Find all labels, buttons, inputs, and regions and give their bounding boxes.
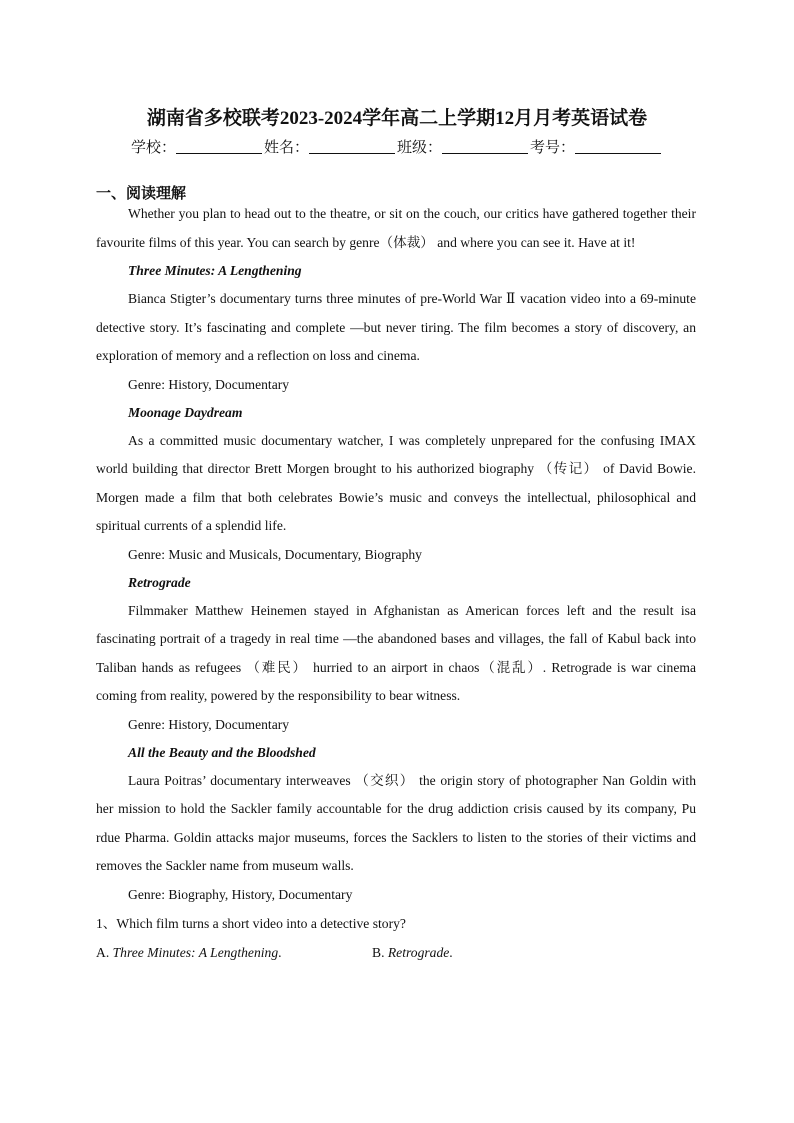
- name-label: 姓名：: [263, 140, 309, 156]
- number-blank[interactable]: [575, 139, 661, 154]
- film-description: Laura Poitras’ documentary interweaves （交织） the origin story of photographer Nan Goldin with her mission to hold the Sackler family accountable for the drug addiction crisis caused by its company, Pu rdue Pharma. Goldin attacks major museums, forces the Sacklers to listen to the stories of their victims and removes the Sackler name from museum walls.: [96, 772, 696, 873]
- film-title: Moonage Daydream: [128, 404, 243, 420]
- option-b-text: Retrograde: [387, 944, 450, 960]
- class-label: 班级：: [397, 140, 443, 156]
- film-genre: Genre: History, Documentary: [128, 376, 290, 392]
- option-b[interactable]: B. Retrograde.: [372, 944, 453, 960]
- option-b-letter: B.: [372, 944, 385, 960]
- class-blank[interactable]: [442, 139, 528, 154]
- student-info-line: [0, 136, 794, 157]
- film-title: Retrograde: [128, 574, 191, 590]
- name-blank[interactable]: [309, 139, 395, 154]
- reading-passage: [96, 200, 696, 968]
- option-a-text: Three Minutes: A Lengthening: [112, 944, 279, 960]
- film-title: Three Minutes: A Lengthening: [128, 263, 302, 278]
- film-description: Bianca Stigter’s documentary turns three minutes of pre-World War Ⅱ vacation video into a 69-minute detective story. It’s fascinating and complete —but never tiring. The film becomes a story of discovery, an exploration of memory and a reflection on loss and cinema.: [96, 291, 696, 363]
- question-options: [96, 938, 696, 968]
- question-text: 1、Which film turns a short video into a detective story?: [96, 915, 406, 931]
- section-title: 一、阅读理解: [96, 186, 187, 202]
- film-title: All the Beauty and the Bloodshed: [128, 744, 316, 760]
- option-a-letter: A.: [96, 944, 110, 960]
- film-genre: Genre: History, Documentary: [128, 716, 290, 732]
- school-label: 学校：: [130, 140, 176, 156]
- number-label: 考号：: [530, 140, 576, 156]
- film-description: Filmmaker Matthew Heinemen stayed in Afghanistan as American forces left and the result isa fascinating portrait of a tragedy in real time —the abandoned bases and villages, the fall of Kabul back into Taliban hands as refugees （难民） hurried to an airport in chaos（混乱）. Retrograde is war cinema coming from reality, powered by the responsibility to bear witness.: [96, 602, 696, 703]
- film-description: As a committed music documentary watcher, I was completely unprepared for the confusing IMAX world building that director Brett Morgen brought to his authorized biography （传记） of David Bowie. Morgen made a film that both celebrates Bowie’s music and conveys the intellectual, philosophical and spiritual currents of a splendid life.: [96, 432, 696, 533]
- exam-title: 湖南省多校联考2023-2024学年高二上学期12月月考英语试卷: [146, 108, 648, 129]
- film-genre: Genre: Music and Musicals, Documentary, Biography: [128, 546, 422, 562]
- option-a[interactable]: A. Three Minutes: A Lengthening.: [96, 944, 282, 960]
- school-blank[interactable]: [176, 139, 262, 154]
- intro-paragraph: Whether you plan to head out to the theatre, or sit on the couch, our critics have gathered together their favourite films of this year. You can search by genre（体裁） and where you can see it. Have at it!: [96, 206, 696, 250]
- film-genre: Genre: Biography, History, Documentary: [128, 886, 353, 902]
